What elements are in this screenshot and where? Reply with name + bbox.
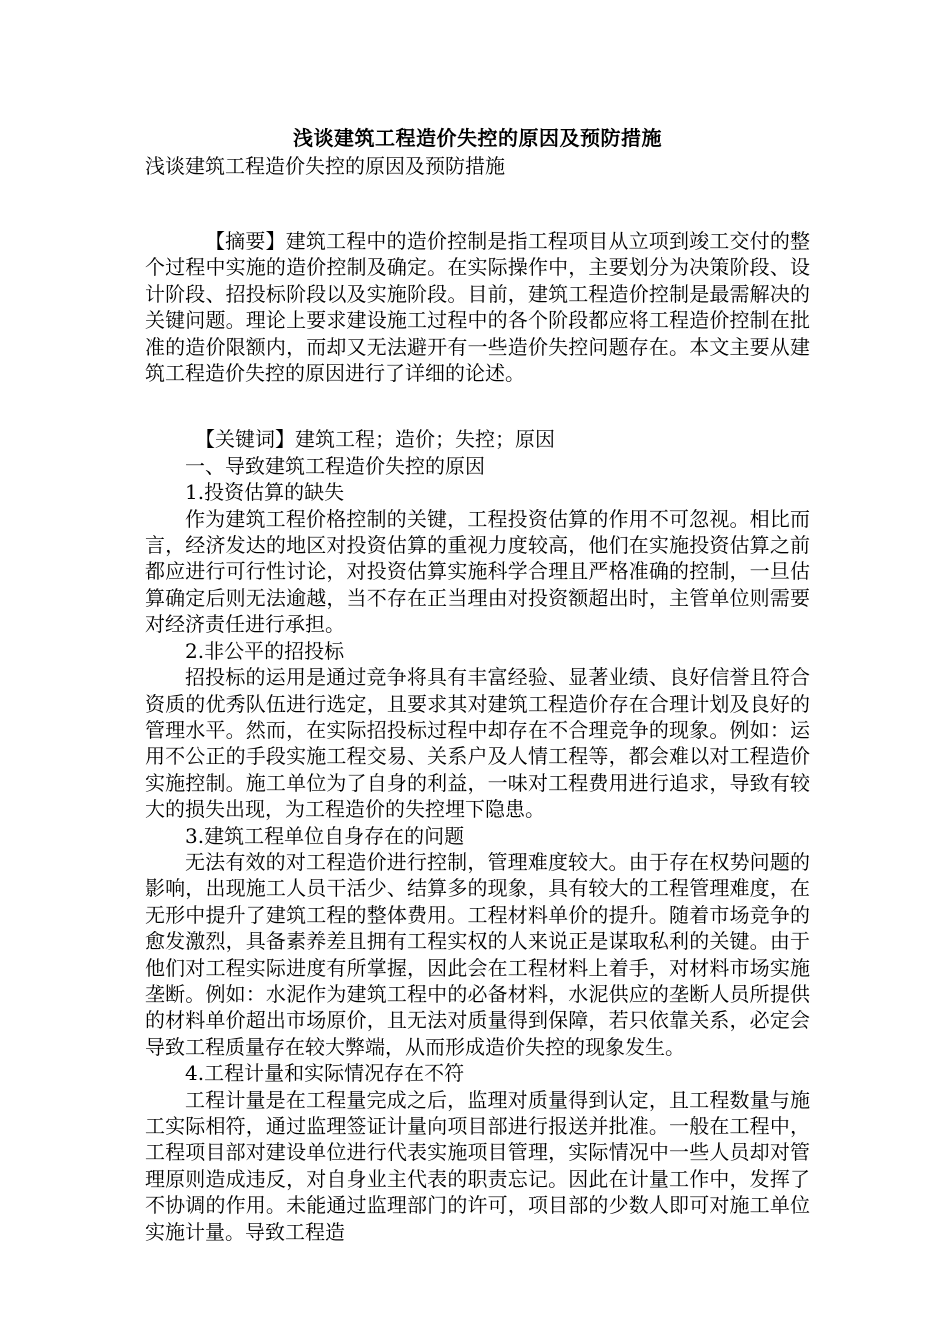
document-title: 浅谈建筑工程造价失控的原因及预防措施 <box>293 126 662 150</box>
subsection-heading-2: 2.非公平的招投标 <box>185 638 345 663</box>
subsection-heading-4: 4.工程计量和实际情况存在不符 <box>185 1061 465 1086</box>
keywords-line: 【关键词】建筑工程；造价；失控；原因 <box>195 427 555 452</box>
subsection-paragraph-4: 工程计量是在工程量完成之后，监理对质量得到认定，且工程数量与施工实际相符，通过监理签证计量向项目部进行报送并批准。一般在工程中，工程项目部对建设单位进行代表实施项目管理，实际情况中一些人员却对管理原则造成违反，对自身业主代表的职责忘记。因此在计量工作中，发挥了不协调的作用。未能通过监理部门的许可，项目部的少数人即可对施工单位实施计量。导致工程造 <box>145 1087 810 1244</box>
abstract-paragraph: 【摘要】建筑工程中的造价控制是指工程项目从立项到竣工交付的整个过程中实施的造价控制及确定。在实际操作中，主要划分为决策阶段、设计阶段、招投标阶段以及实施阶段。目前，建筑工程造价控制是最需解决的关键问题。理论上要求建设施工过程中的各个阶段都应将工程造价控制在批准的造价限额内，而却又无法避开有一些造价失控问题存在。本文主要从建筑工程造价失控的原因进行了详细的论述。 <box>145 229 810 386</box>
subsection-heading-3: 3.建筑工程单位自身存在的问题 <box>185 823 465 848</box>
document-page <box>145 124 810 1245</box>
subsection-paragraph-3: 无法有效的对工程造价进行控制，管理难度较大。由于存在权势问题的影响，出现施工人员干活少、结算多的现象，具有较大的工程管理难度，在无形中提升了建筑工程的整体费用。工程材料单价的提升。随着市场竞争的愈发激烈，具备素养差且拥有工程实权的人来说正是谋取私利的关键。由于他们对工程实际进度有所掌握，因此会在工程材料上着手，对材料市场实施垄断。例如：水泥作为建筑工程中的必备材料，水泥供应的垄断人员所提供的材料单价超出市场原价，且无法对质量得到保障，若只依靠关系，必定会导致工程质量存在较大弊端，从而形成造价失控的现象发生。 <box>145 849 810 1059</box>
subsection-paragraph-2: 招投标的运用是通过竞争将具有丰富经验、显著业绩、良好信誉且符合资质的优秀队伍进行选定，且要求其对建筑工程造价存在合理计划及良好的管理水平。然而，在实际招投标过程中却存在不合理竞争的现象。例如：运用不公正的手段实施工程交易、关系户及人情工程等，都会难以对工程造价实施控制。施工单位为了自身的利益，一味对工程费用进行追求，导致有较大的损失出现，为工程造价的失控埋下隐患。 <box>145 665 810 822</box>
document-subtitle: 浅谈建筑工程造价失控的原因及预防措施 <box>145 154 505 178</box>
section-heading-1: 一、导致建筑工程造价失控的原因 <box>185 453 485 478</box>
subsection-paragraph-1: 作为建筑工程价格控制的关键，工程投资估算的作用不可忽视。相比而言，经济发达的地区对投资估算的重视力度较高，他们在实施投资估算之前都应进行可行性讨论，对投资估算实施科学合理且严格准确的控制，一旦估算确定后则无法逾越，当不存在正当理由对投资额超出时，主管单位则需要对经济责任进行承担。 <box>145 506 810 637</box>
subsection-heading-1: 1.投资估算的缺失 <box>185 480 345 505</box>
